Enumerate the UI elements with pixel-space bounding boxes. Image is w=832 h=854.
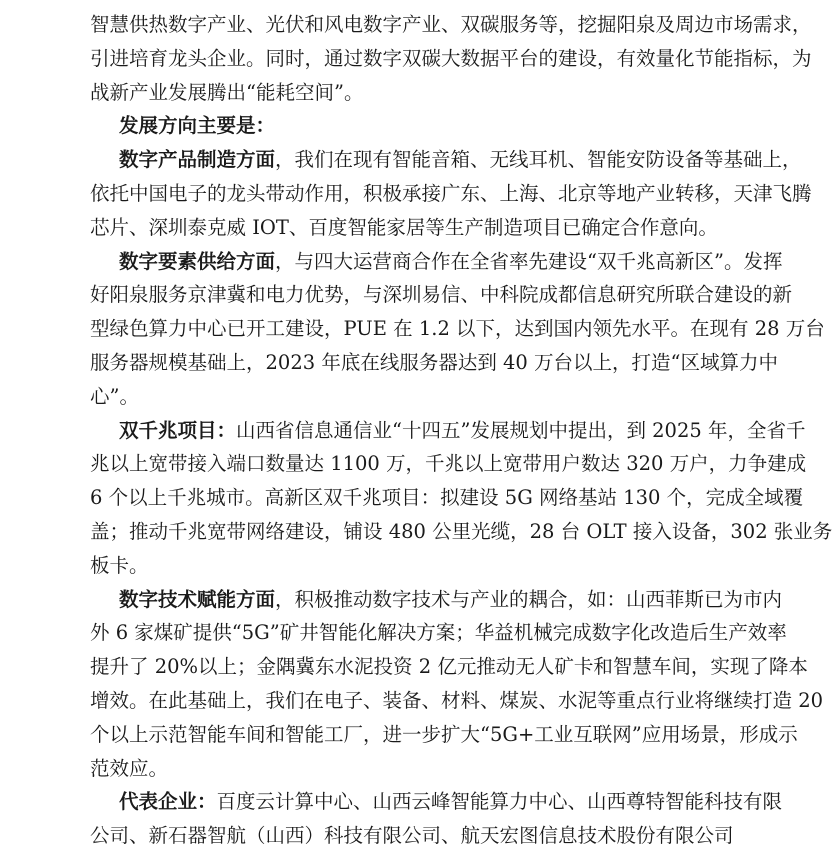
line-text: 6 个以上千兆城市。高新区双千兆项目：拟建设 5G 网络基站 130 个，完成全域覆 (90, 486, 804, 510)
text-line (90, 718, 798, 752)
text-line (90, 583, 783, 617)
text-line (90, 414, 806, 448)
text-line (90, 312, 825, 346)
line-text: 外 6 家煤矿提供“5G”矿井智能化解决方案；华益机械完成数字化改造后生产效率 (90, 621, 787, 645)
line-text: 智慧供热数字产业、光伏和风电数字产业、双碳服务等，挖掘阳泉及周边市场需求， (90, 13, 812, 36)
paragraph (90, 245, 825, 414)
text-line (90, 380, 712, 414)
paragraph-lead: 数字技术赋能方面 (119, 587, 276, 611)
paragraph-lead: 代表企业： (119, 790, 217, 814)
text-line (90, 143, 802, 177)
line-text: 增效。在此基础上，我们在电子、装备、材料、煤炭、水泥等重点行业将继续打造 20 (90, 688, 824, 712)
line-text: 战新产业发展腾出“能耗空间”。 (90, 80, 364, 104)
paragraph-lead: 发展方向主要是： (119, 114, 276, 138)
paragraph (90, 785, 783, 853)
text-line (90, 245, 783, 279)
paragraph (90, 414, 832, 583)
text-line (90, 109, 712, 143)
paragraph-lead: 数字产品制造方面 (119, 148, 276, 172)
text-line (90, 177, 812, 211)
paragraph (90, 109, 712, 143)
line-text: 兆以上宽带接入端口数量达 1100 万，千兆以上宽带用户数达 320 万户，力争建成 (90, 452, 807, 476)
text-line (90, 346, 779, 380)
paragraph (90, 8, 812, 109)
document-body (90, 8, 832, 853)
line-text: 盖；推动千兆宽带网络建设，铺设 480 公里光缆，28 台 OLT 接入设备，302 张业务 (90, 519, 832, 543)
text-line (90, 684, 824, 718)
line-text: 依托中国电子的龙头带动作用，积极承接广东、上海、北京等地产业转移，天津飞腾 (90, 181, 812, 205)
line-text: 好阳泉服务京津冀和电力优势，与深圳易信、中科院成都信息研究所联合建设的新 (90, 283, 793, 307)
line-text: 提升了 20%以上；金隅冀东水泥投资 2 亿元推动无人矿卡和智慧车间，实现了降本 (90, 655, 808, 679)
text-line (90, 752, 712, 786)
text-line (90, 650, 808, 684)
line-text: 型绿色算力中心已开工建设，PUE 在 1.2 以下，达到国内领先水平。在现有 28 万台 (90, 317, 825, 341)
line-text: 芯片、深圳泰克威 IOT、百度智能家居等生产制造项目已确定合作意向。 (90, 215, 718, 239)
line-text: 引进培育龙头企业。同时，通过数字双碳大数据平台的建设，有效量化节能指标，为 (90, 46, 812, 70)
text-line (90, 8, 812, 42)
paragraph (90, 143, 812, 244)
text-line (90, 515, 832, 549)
text-line (90, 481, 804, 515)
paragraph (90, 583, 824, 786)
line-text: 百度云计算中心、山西云峰智能算力中心、山西尊特智能科技有限 (216, 790, 783, 814)
line-text: 服务器规模基础上，2023 年底在线服务器达到 40 万台以上，打造“区域算力中 (90, 350, 779, 374)
line-text: 板卡。 (90, 553, 149, 577)
line-text: ，积极推动数字技术与产业的耦合，如：山西菲斯已为市内 (275, 587, 783, 611)
text-line (90, 211, 718, 245)
line-text: 心”。 (90, 384, 139, 408)
paragraph-lead: 数字要素供给方面 (119, 249, 276, 273)
paragraph-lead: 双千兆项目： (119, 418, 237, 442)
line-text: 范效应。 (90, 756, 169, 780)
line-text: ，我们在现有智能音箱、无线耳机、智能安防设备等基础上， (275, 148, 802, 172)
text-line (90, 785, 783, 819)
text-line (90, 278, 793, 312)
text-line (90, 447, 807, 481)
line-text: 山西省信息通信业“十四五”发展规划中提出，到 2025 年，全省千 (236, 418, 806, 442)
text-line (90, 42, 812, 76)
line-text: ，与四大运营商合作在全省率先建设“双千兆高新区”。发挥 (275, 249, 783, 273)
text-line (90, 819, 734, 853)
line-text: 公司、新石器智航（山西）科技有限公司、航天宏图信息技术股份有限公司 (90, 824, 734, 848)
text-line (90, 616, 787, 650)
text-line (90, 76, 712, 110)
line-text: 个以上示范智能车间和智能工厂，进一步扩大“5G+工业互联网”应用场景，形成示 (90, 722, 798, 746)
text-line (90, 549, 712, 583)
